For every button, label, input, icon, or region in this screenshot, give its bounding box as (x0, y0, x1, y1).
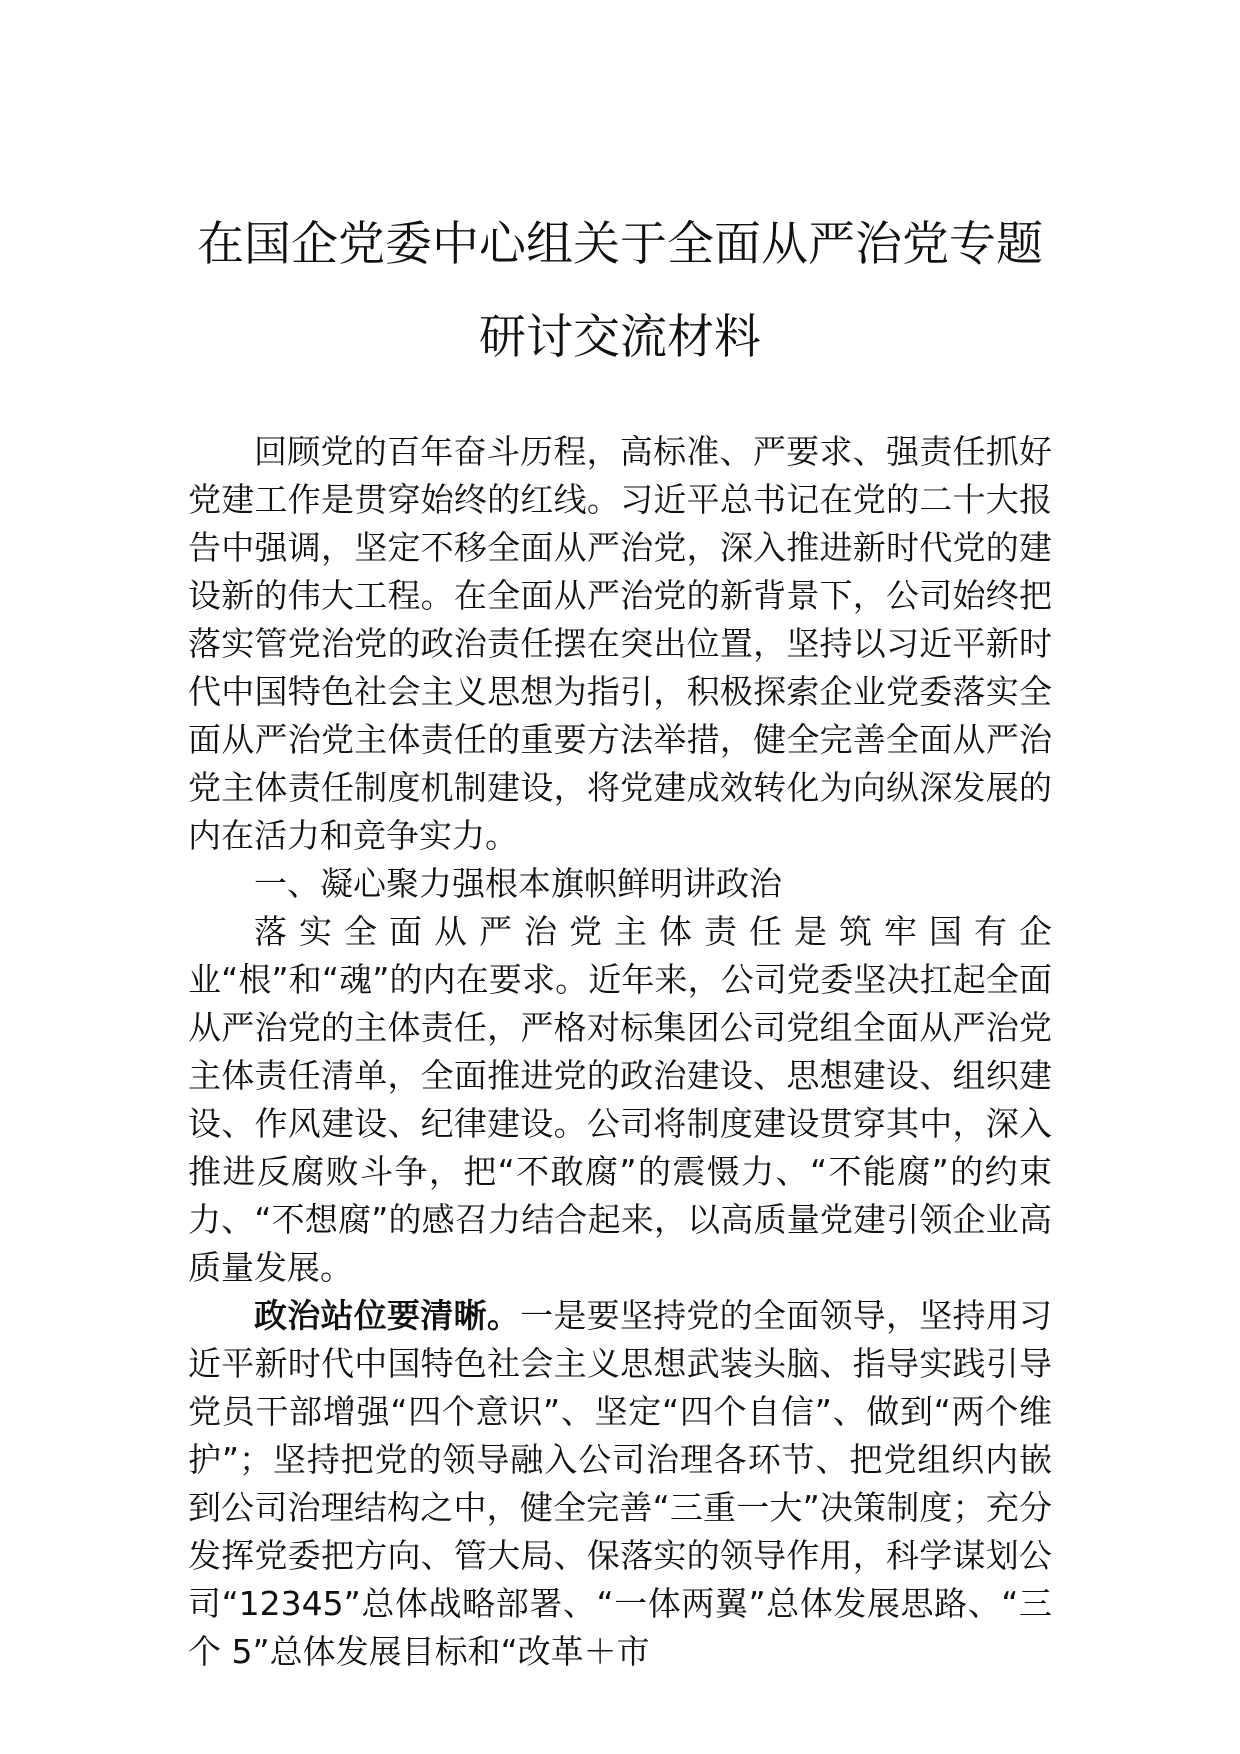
section-1-paragraph: 落实全面从严治党主体责任是筑牢国有企业“根”和“魂”的内在要求。近年来，公司党委坚决扛起全面从严治党的主体责任，严格对标集团公司党组全面从严治党主体责任清单，全面推进党的政治建设、思想建设、组织建设、作风建设、纪律建设。公司将制度建设贯穿其中，深入推进反腐败斗争，把“不敢腐”的震慑力、“不能腐”的约束力、“不想腐”的感召力结合起来，以高质量党建引领企业高质量发展。 (188, 912, 1052, 1287)
document-title-line-2: 研讨交流材料 (479, 310, 761, 365)
document-title-line-1: 在国企党委中心组关于全面从严治党专题 (197, 217, 1043, 272)
point-1-paragraph (188, 1292, 1052, 1676)
document-body (188, 428, 1052, 1676)
point-1-text: 一是要坚持党的全面领导，坚持用习近平新时代中国特色社会主义思想武装头脑、指导实践引导党员干部增强“四个意识”、坚定“四个自信”、做到“两个维护”；坚持把党的领导融入公司治理各环节、把党组织内嵌到公司治理结构之中，健全完善“三重一大”决策制度；充分发挥党委把方向、管大局、保落实的领导作用，科学谋划公司“12345”总体战略部署、“一体两翼”总体发展思路、“三个 5”总体发展目标和“改革＋市 (188, 1296, 1053, 1671)
section-heading-1: 一、凝心聚力强根本旗帜鲜明讲政治 (254, 864, 782, 903)
intro-paragraph: 回顾党的百年奋斗历程，高标准、严要求、强责任抓好党建工作是贯穿始终的红线。习近平总书记在党的二十大报告中强调，坚定不移全面从严治党，深入推进新时代党的建设新的伟大工程。在全面从严治党的新背景下，公司始终把落实管党治党的政治责任摆在突出位置，坚持以习近平新时代中国特色社会主义思想为指引，积极探索企业党委落实全面从严治党主体责任的重要方法举措，健全完善全面从严治党主体责任制度机制建设，将党建成效转化为向纵深发展的内在活力和竞争实力。 (188, 432, 1052, 855)
point-1-lead: 政治站位要清晰。 (254, 1296, 521, 1335)
